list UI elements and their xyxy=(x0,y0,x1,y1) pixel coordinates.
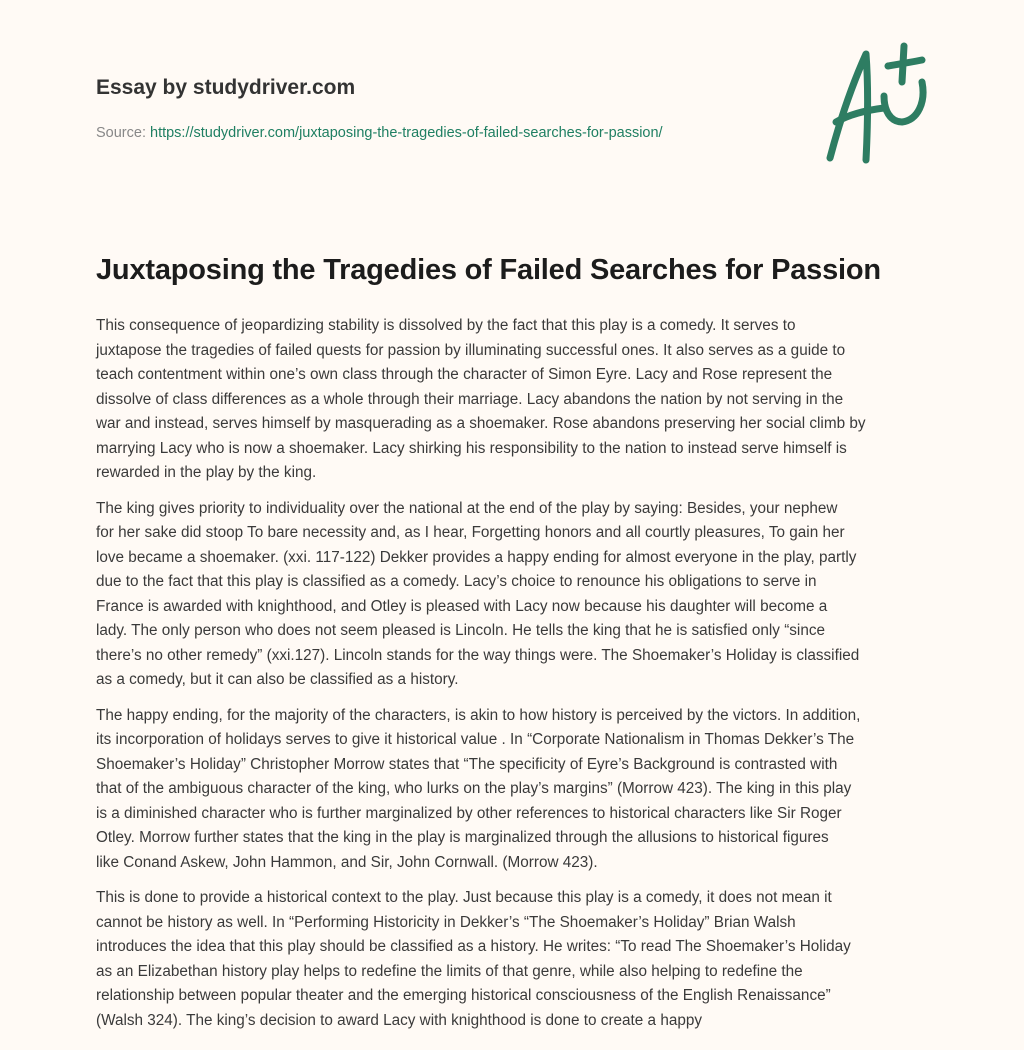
paragraph-line: like Conand Askew, John Hammon, and Sir, John Cornwall. (Morrow 423). xyxy=(96,853,598,871)
paragraph-line: teach contentment within one’s own class through the character of Simon Eyre. Lacy and Rose represent the xyxy=(96,366,833,383)
paragraph-line: war and instead, serves himself by masquerading as a shoemaker. Rose abandons preserving her social climb by xyxy=(96,415,866,432)
paragraph-line: as an Elizabethan history play helps to redefine the limits of that genre, while also helping to redefine the xyxy=(96,962,803,980)
source-label: Source: xyxy=(96,125,150,141)
source-link[interactable]: https://studydriver.com/juxtaposing-the-tragedies-of-failed-searches-for-passion/ xyxy=(150,125,663,141)
paragraph-line: cannot be history as well. In “Performing Historicity in Dekker’s “The Shoemaker’s Holiday” Brian Walsh xyxy=(96,913,796,931)
paragraph-line: is a diminished character who is further marginalized by other references to historical characters like Sir Roger xyxy=(96,804,842,822)
paragraph-line: This is done to provide a historical context to the play. Just because this play is a comedy, it does not mean it xyxy=(96,889,832,906)
paragraph-line: love became a shoemaker. (xxi. 117-122) Dekker provides a happy ending for almost everyone in the play, partly xyxy=(96,548,857,566)
paragraph-line: juxtapose the tragedies of failed quests for passion by illuminating successful ones. It also serves as a guide to xyxy=(96,341,846,359)
paragraph-line: due to the fact that this play is classified as a comedy. Lacy’s choice to renounce his obligations to serve in xyxy=(96,573,817,590)
paragraph-line: The king gives priority to individuality over the national at the end of the play by saying: Besides, your nephew xyxy=(96,499,838,517)
article-paragraph xyxy=(96,314,956,486)
paragraph-line: introduces the idea that this play should be classified as a history. He writes: “To read The Shoemaker’s Holiday xyxy=(96,938,851,955)
paragraph-line: (Walsh 324). The king’s decision to award Lacy with knighthood is done to create a happy xyxy=(96,1011,702,1029)
article-paragraph xyxy=(96,886,956,1033)
paragraph-line: Otley. Morrow further states that the king in the play is marginalized through the allusions to historical figures xyxy=(96,829,829,846)
article-body xyxy=(96,314,956,1044)
paragraph-line: relationship between popular theater and the emerging historical consciousness of the English Renaissance” xyxy=(96,987,831,1004)
paragraph-line: dissolve of class differences as a whole through their marriage. Lacy abandons the nation by not serving in the xyxy=(96,390,844,408)
article-paragraph xyxy=(96,704,956,876)
paragraph-line: Shoemaker’s Holiday” Christopher Morrow states that “The specificity of Eyre’s Background is contrasted with xyxy=(96,755,838,773)
article-paragraph xyxy=(96,497,956,693)
paragraph-line: lady. The only person who does not seem pleased is Lincoln. He tells the king that he is satisfied only “since xyxy=(96,622,825,639)
paragraph-line: marrying Lacy who is now a shoemaker. Lacy shirking his responsibility to the nation to instead serve himself is xyxy=(96,439,847,457)
paragraph-line: as a comedy, but it can also be classified as a history. xyxy=(96,671,459,688)
paragraph-line: there’s no other remedy” (xxi.127). Lincoln stands for the way things were. The Shoemaker’s Holiday is classified xyxy=(96,646,860,664)
a-plus-logo-icon xyxy=(818,40,930,164)
article-title: Juxtaposing the Tragedies of Failed Searches for Passion xyxy=(96,254,881,286)
paragraph-line: rewarded in the play by the king. xyxy=(96,464,317,481)
paragraph-line: France is awarded with knighthood, and Otley is pleased with Lacy now because his daughter will become a xyxy=(96,597,828,615)
paragraph-line: its incorporation of holidays serves to give it historical value . In “Corporate Nationalism in Thomas Dekker’s The xyxy=(96,731,855,748)
paragraph-line: that of the ambiguous character of the king, who lurks on the play’s margins” (Morrow 423). The king in this play xyxy=(96,780,852,797)
site-title: Essay by studydriver.com xyxy=(96,76,356,99)
paragraph-line: This consequence of jeopardizing stability is dissolved by the fact that this play is a comedy. It serves to xyxy=(96,317,796,334)
paragraph-line: for her sake did stoop To bare necessity and, as I hear, Forgetting honors and all courtly pleasures, To gain her xyxy=(96,524,845,541)
paragraph-line: The happy ending, for the majority of the characters, is akin to how history is perceived by the victors. In addition, xyxy=(96,706,861,724)
source-line xyxy=(96,125,663,141)
